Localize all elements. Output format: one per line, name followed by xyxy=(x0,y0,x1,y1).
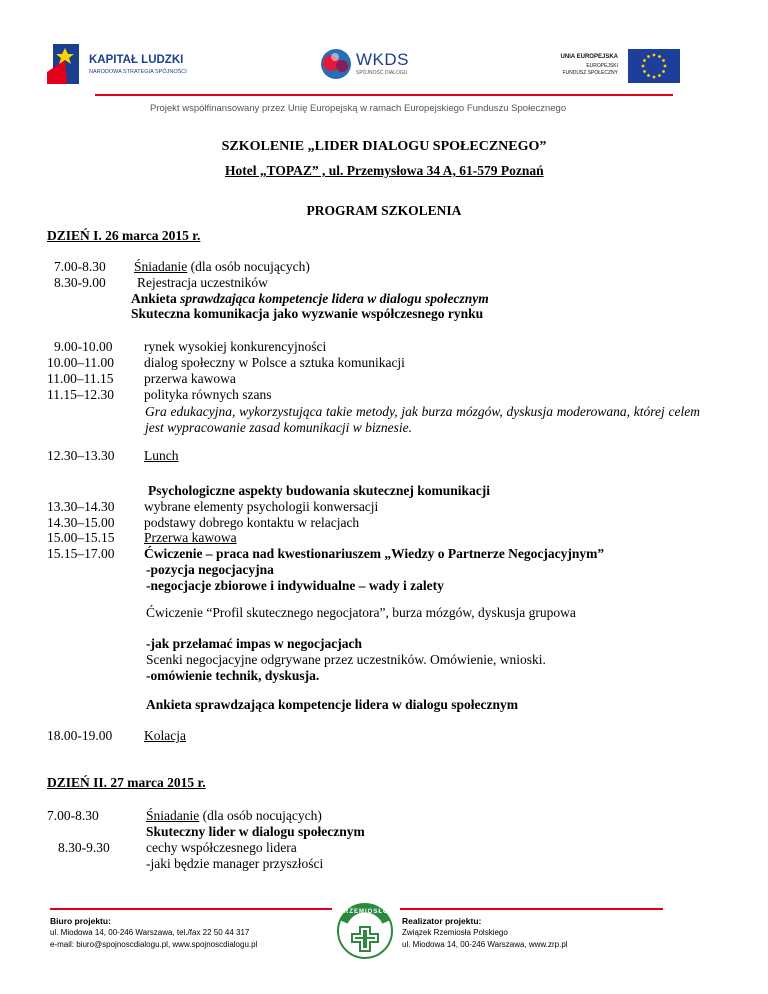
time-day2-2: 8.30-9.30 xyxy=(58,840,110,855)
agenda-item-registration: Rejestracja uczestników xyxy=(137,275,268,290)
header-divider xyxy=(95,94,673,96)
time-day1-2: 8.30-9.00 xyxy=(54,275,106,290)
logo-ue-efs xyxy=(555,48,680,84)
agenda-item-dialogue: dialog społeczny w Polsce a sztuka komunikacji xyxy=(144,355,405,370)
kapital-ludzki-emblem xyxy=(45,42,85,86)
exercise-profile: Ćwiczenie “Profil skutecznego negocjatora”, burza mózgów, dyskusja grupowa xyxy=(146,605,576,620)
logo-center-subtitle: SPÓJNOŚĆ DIALOGU xyxy=(356,70,408,76)
logo-left-subtitle: NARODOWA STRATEGIA SPÓJNOŚCI xyxy=(89,69,187,75)
logo-left-title: KAPITAŁ LUDZKI xyxy=(89,54,184,66)
survey-word: Ankieta xyxy=(131,291,181,306)
time-day1-11: 15.15–17.00 xyxy=(47,546,115,561)
logo-kapital-ludzki xyxy=(45,42,185,86)
scenes-line: Scenki negocjacyjne odgrywane przez uczestników. Omówienie, wnioski. xyxy=(146,652,546,667)
final-survey: Ankieta sprawdzająca kompetencje lidera w dialogu społecznym xyxy=(146,697,518,712)
contractor-name: Związek Rzemiosła Polskiego xyxy=(402,928,508,937)
agenda-item-market: rynek wysokiej konkurencyjności xyxy=(144,339,327,354)
day2-breakfast-note: (dla osób nocujących) xyxy=(199,808,322,823)
day2-leader-traits: cechy współczesnego lidera xyxy=(146,840,297,855)
logo-right-line2: EUROPEJSKI xyxy=(586,63,618,69)
impasse-line: -jak przełamać impas w negocjacjach xyxy=(146,636,362,651)
day1-heading: DZIEŃ I. 26 marca 2015 r. xyxy=(47,228,201,243)
time-day1-10: 15.00–15.15 xyxy=(47,530,115,545)
day2-leader-title: Skuteczny lider w dialogu społecznym xyxy=(146,824,365,839)
footer-divider-left xyxy=(50,908,332,910)
training-title: SZKOLENIE „LIDER DIALOGU SPOŁECZNEGO” xyxy=(221,139,547,154)
negotiation-types: -negocjacje zbiorowe i indywidualne – wady i zalety xyxy=(146,578,444,593)
survey-line xyxy=(131,291,489,306)
time-day2-1: 7.00-8.30 xyxy=(47,808,99,823)
time-day1-1: 7.00-8.30 xyxy=(54,259,106,274)
agenda-item-coffee1: przerwa kawowa xyxy=(144,371,236,386)
day2-breakfast-label: Śniadanie xyxy=(146,808,200,823)
agenda-item-conversation: wybrane elementy psychologii konwersacji xyxy=(144,499,379,514)
program-title: PROGRAM SZKOLENIA xyxy=(306,203,462,218)
footer-divider-right xyxy=(400,908,663,910)
logo-right-line1: UNIA EUROPEJSKA xyxy=(560,54,618,60)
survey-desc: sprawdzająca kompetencje lidera w dialogu społecznym xyxy=(180,291,489,306)
office-title: Biuro projektu: xyxy=(50,916,111,926)
time-day1-3: 9.00-10.00 xyxy=(54,339,113,354)
contractor-title: Realizator projektu: xyxy=(402,916,482,926)
time-day1-4: 10.00–11.00 xyxy=(47,355,114,370)
block1-title: Skuteczna komunikacja jako wyzwanie współczesnego rynku xyxy=(131,306,484,321)
project-note: Projekt współfinansowany przez Unię Europejską w ramach Europejskiego Funduszu Społecznego xyxy=(150,103,567,114)
breakfast-note: (dla osób nocujących) xyxy=(187,259,310,274)
breakfast-label: Śniadanie xyxy=(134,259,188,274)
time-day1-9: 14.30–15.00 xyxy=(47,515,115,530)
wkds-emblem xyxy=(318,46,354,82)
agenda-item-exercise-questionnaire: Ćwiczenie – praca nad kwestionariuszem „Wiedzy o Partnerze Negocjacyjnym” xyxy=(144,546,605,561)
logo-center-title: WKDS xyxy=(356,50,409,69)
agenda-item-contact: podstawy dobrego kontaktu w relacjach xyxy=(144,515,360,530)
educational-game-note: Gra edukacyjna, wykorzystująca takie metody, jak burza mózgów, dyskusja moderowana, której celem jest wypracowanie zasad komunikacji w biznesie. xyxy=(145,404,700,435)
office-address: ul. Miodowa 14, 00-246 Warszawa, tel./fax 22 50 44 317 xyxy=(50,928,250,937)
techniques-line: -omówienie technik, dyskusja. xyxy=(146,668,320,683)
venue-line: Hotel „TOPAZ” , ul. Przemysłowa 34 A, 61-579 Poznań xyxy=(225,163,544,178)
day2-heading: DZIEŃ II. 27 marca 2015 r. xyxy=(47,775,206,790)
time-day1-5: 11.00–11.15 xyxy=(47,371,114,386)
day2-future-manager: -jaki będzie manager przyszłości xyxy=(146,856,324,871)
agenda-item-breakfast xyxy=(134,259,310,274)
office-contact: e-mail: biuro@spojnoscdialogu.pl, www.spojnoscdialogu.pl xyxy=(50,940,258,949)
time-day1-6: 11.15–12.30 xyxy=(47,387,114,402)
logo-right-line3: FUNDUSZ SPOŁECZNY xyxy=(562,70,618,76)
agenda-item-lunch: Lunch xyxy=(144,448,179,463)
eu-flag-icon xyxy=(628,49,680,83)
time-day1-12: 18.00-19.00 xyxy=(47,728,113,743)
day2-breakfast xyxy=(146,808,322,823)
rzemioslo-logo-text: RZEMIOSŁO xyxy=(344,909,389,915)
agenda-item-equal-chances: polityka równych szans xyxy=(144,387,272,402)
agenda-item-coffee2: Przerwa kawowa xyxy=(144,530,237,545)
time-day1-8: 13.30–14.30 xyxy=(47,499,115,514)
agenda-item-dinner: Kolacja xyxy=(144,728,186,743)
logo-wkds xyxy=(318,46,438,86)
time-day1-7: 12.30–13.30 xyxy=(47,448,115,463)
contractor-address: ul. Miodowa 14, 00-246 Warszawa, www.zrp.pl xyxy=(402,940,568,949)
negotiation-position: -pozycja negocjacyjna xyxy=(146,562,274,577)
rzemioslo-logo xyxy=(334,900,396,962)
block2-title: Psychologiczne aspekty budowania skutecznej komunikacji xyxy=(148,483,491,498)
